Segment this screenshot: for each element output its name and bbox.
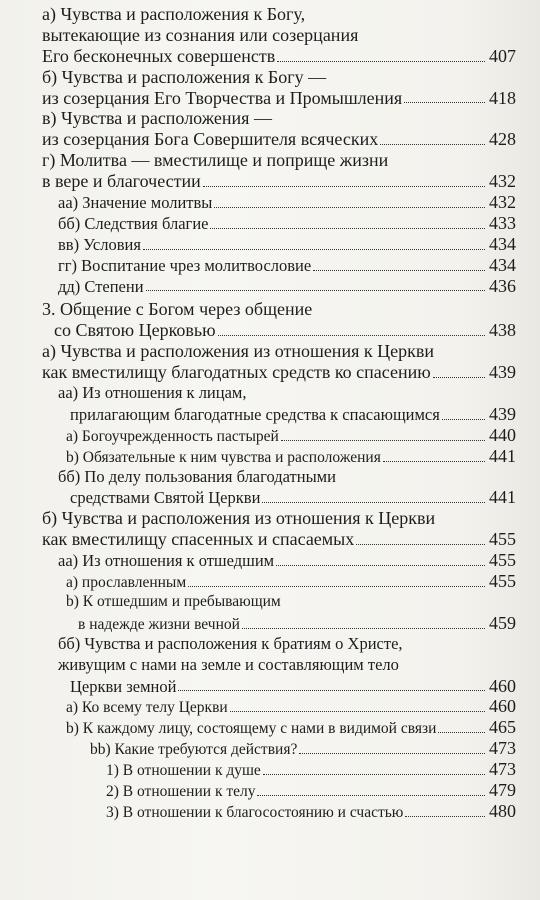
toc-entry-title: b) Обязательные к ним чувства и расположения (66, 448, 381, 466)
toc-entry-title: вытекающие из сознания или созерцания (42, 24, 359, 45)
toc-entry[interactable] (42, 88, 516, 109)
dot-leader (263, 774, 485, 775)
toc-entry-title: из созерцания Его Творчества и Промышления (42, 87, 403, 108)
toc-entry[interactable] (42, 780, 516, 801)
toc-entry[interactable] (42, 25, 516, 46)
toc-page-number: 439 (489, 403, 516, 424)
toc-entry-title: а) Чувства и расположения к Богу, (42, 4, 306, 24)
toc-entry-title: со Святою Церковью (54, 320, 216, 341)
dot-leader (383, 461, 485, 462)
toc-entry-title: аа) Из отношения к лицам, (58, 383, 247, 403)
toc-entry[interactable] (42, 801, 516, 822)
toc-entry[interactable] (42, 717, 516, 738)
toc-entry[interactable] (42, 487, 516, 508)
dot-leader (380, 144, 485, 145)
toc-entry[interactable] (42, 171, 516, 192)
toc-page-number: 473 (489, 738, 516, 759)
toc-entry[interactable] (42, 150, 516, 171)
dot-leader (210, 228, 485, 229)
toc-page-number: 460 (489, 696, 516, 717)
toc-entry[interactable] (42, 383, 516, 404)
toc-entry-title: гг) Воспитание чрез молитвословие (58, 255, 312, 275)
dot-leader (218, 335, 485, 336)
dot-leader (299, 753, 485, 754)
dot-leader (404, 102, 485, 103)
toc-entry[interactable] (42, 446, 516, 467)
toc-page-number: 432 (489, 171, 516, 192)
toc-entry-title: прилагающим благодатные средства к спасающимся (70, 404, 440, 424)
dot-leader (281, 440, 485, 441)
dot-leader (438, 732, 485, 733)
dot-leader (178, 690, 485, 691)
toc-entry-title: аа) Значение молитвы (58, 193, 213, 213)
toc-page-number: 441 (489, 487, 516, 508)
dot-leader (442, 419, 485, 420)
toc-page-number: 434 (489, 233, 516, 254)
toc-entry-title: живущим с нами на земле и составляющим тело (58, 654, 399, 674)
toc-page-number: 479 (489, 779, 516, 800)
toc-entry[interactable] (42, 696, 516, 717)
dot-leader (356, 544, 485, 545)
toc-entry-title: в) Чувства и расположения — (42, 108, 272, 129)
toc-entry-title: средствами Святой Церкви (70, 488, 261, 508)
dot-leader (203, 186, 485, 187)
toc-entry[interactable] (42, 550, 516, 571)
toc-entry-title: 3) В отношении к благосостоянию и счастью (106, 803, 404, 821)
toc-page-number: 440 (489, 424, 516, 445)
toc-entry-title: 1) В отношении к душе (106, 762, 261, 780)
toc-entry[interactable] (42, 676, 516, 697)
dot-leader (433, 377, 485, 378)
table-of-contents (42, 4, 516, 822)
toc-page-number: 459 (489, 612, 516, 633)
toc-page-number: 460 (489, 675, 516, 696)
dot-leader (230, 711, 485, 712)
toc-entry[interactable] (42, 255, 516, 276)
toc-entry-title: Его бесконечных совершенств (42, 45, 276, 66)
toc-entry[interactable] (42, 634, 516, 655)
toc-entry-title: вв) Условия (58, 234, 141, 254)
toc-entry-title: из созерцания Бога Совершителя всяческих (42, 129, 379, 150)
toc-page-number: 428 (489, 129, 516, 150)
toc-page-number: 441 (489, 445, 516, 466)
toc-entry-title: а) Чувства и расположения из отношения к Церкви (42, 341, 434, 362)
toc-entry[interactable] (42, 655, 516, 676)
toc-page-number: 455 (489, 529, 516, 550)
toc-entry[interactable] (42, 362, 516, 383)
dot-leader (276, 565, 485, 566)
toc-entry-title: как вместилищу спасенных и спасаемых (42, 529, 355, 550)
dot-leader (214, 207, 485, 208)
toc-entry-title: аа) Из отношения к отшедшим (58, 551, 275, 571)
toc-entry[interactable] (42, 46, 516, 67)
toc-entry-title: б) Чувства и расположения из отношения к Церкви (42, 508, 436, 529)
toc-entry-title: a) Ко всему телу Церкви (66, 699, 228, 717)
toc-entry[interactable] (42, 320, 516, 341)
toc-entry-title: в вере и благочестии (42, 171, 201, 192)
toc-entry[interactable] (42, 276, 516, 297)
toc-entry[interactable] (42, 299, 516, 320)
toc-page-number: 465 (489, 717, 516, 738)
toc-page-number: 439 (489, 362, 516, 383)
toc-page-number: 455 (489, 571, 516, 592)
toc-entry-title: 2) В отношении к телу (106, 782, 256, 800)
toc-page-number: 473 (489, 759, 516, 780)
toc-entry[interactable] (42, 213, 516, 234)
dot-leader (277, 61, 485, 62)
toc-entry[interactable] (42, 508, 516, 529)
toc-entry[interactable] (42, 613, 516, 634)
toc-page-number: 432 (489, 192, 516, 213)
toc-entry-title: a) Богоучрежденность пастырей (66, 427, 279, 445)
toc-page-number: 418 (489, 87, 516, 108)
toc-page-number: 433 (489, 212, 516, 233)
toc-entry-title: дд) Степени (58, 276, 144, 296)
dot-leader (313, 270, 485, 271)
toc-entry[interactable] (42, 467, 516, 488)
toc-entry[interactable] (42, 571, 516, 592)
toc-entry[interactable] (42, 738, 516, 759)
dot-leader (405, 816, 485, 817)
dot-leader (188, 586, 485, 587)
toc-entry[interactable] (42, 67, 516, 88)
toc-entry-title: Церкви земной (70, 676, 177, 696)
toc-page-number: 434 (489, 254, 516, 275)
dot-leader (143, 249, 485, 250)
toc-entry-title: bb) Какие требуются действия? (90, 741, 298, 759)
toc-entry[interactable] (42, 425, 516, 446)
toc-page-number: 438 (489, 320, 516, 341)
toc-entry-title: как вместилищу благодатных средств ко спасению (42, 362, 431, 383)
toc-entry-title: б) Чувства и расположения к Богу — (42, 66, 327, 87)
dot-leader (242, 628, 485, 629)
toc-entry[interactable] (42, 404, 516, 425)
toc-entry[interactable] (42, 234, 516, 255)
dot-leader (257, 795, 485, 796)
toc-entry[interactable] (42, 759, 516, 780)
toc-entry-title: b) К каждому лицу, состоящему с нами в видимой связи (66, 720, 437, 738)
toc-entry-title: бб) По делу пользования благодатными (58, 466, 336, 486)
toc-entry-title: b) К отшедшим и пребывающим (66, 592, 281, 610)
toc-entry[interactable] (42, 341, 516, 362)
toc-entry[interactable] (42, 192, 516, 213)
toc-entry[interactable] (42, 4, 516, 25)
toc-entry[interactable] (42, 529, 516, 550)
toc-entry[interactable] (42, 592, 516, 613)
toc-page-number: 436 (489, 275, 516, 296)
dot-leader (146, 290, 485, 291)
toc-entry[interactable] (42, 108, 516, 129)
toc-entry-title: бб) Следствия благие (58, 213, 209, 233)
toc-entry-title: a) прославленным (66, 574, 187, 592)
toc-entry[interactable] (42, 129, 516, 150)
toc-page-number: 480 (489, 800, 516, 821)
toc-entry-title: 3. Общение с Богом через общение (42, 299, 313, 320)
toc-entry-title: г) Молитва — вместилище и поприще жизни (42, 150, 389, 171)
toc-entry-title: в надежде жизни вечной (78, 615, 240, 633)
dot-leader (262, 502, 485, 503)
toc-page-number: 407 (489, 45, 516, 66)
toc-entry-title: бб) Чувства и расположения к братиям о Христе, (58, 633, 403, 653)
toc-page-number: 455 (489, 550, 516, 571)
